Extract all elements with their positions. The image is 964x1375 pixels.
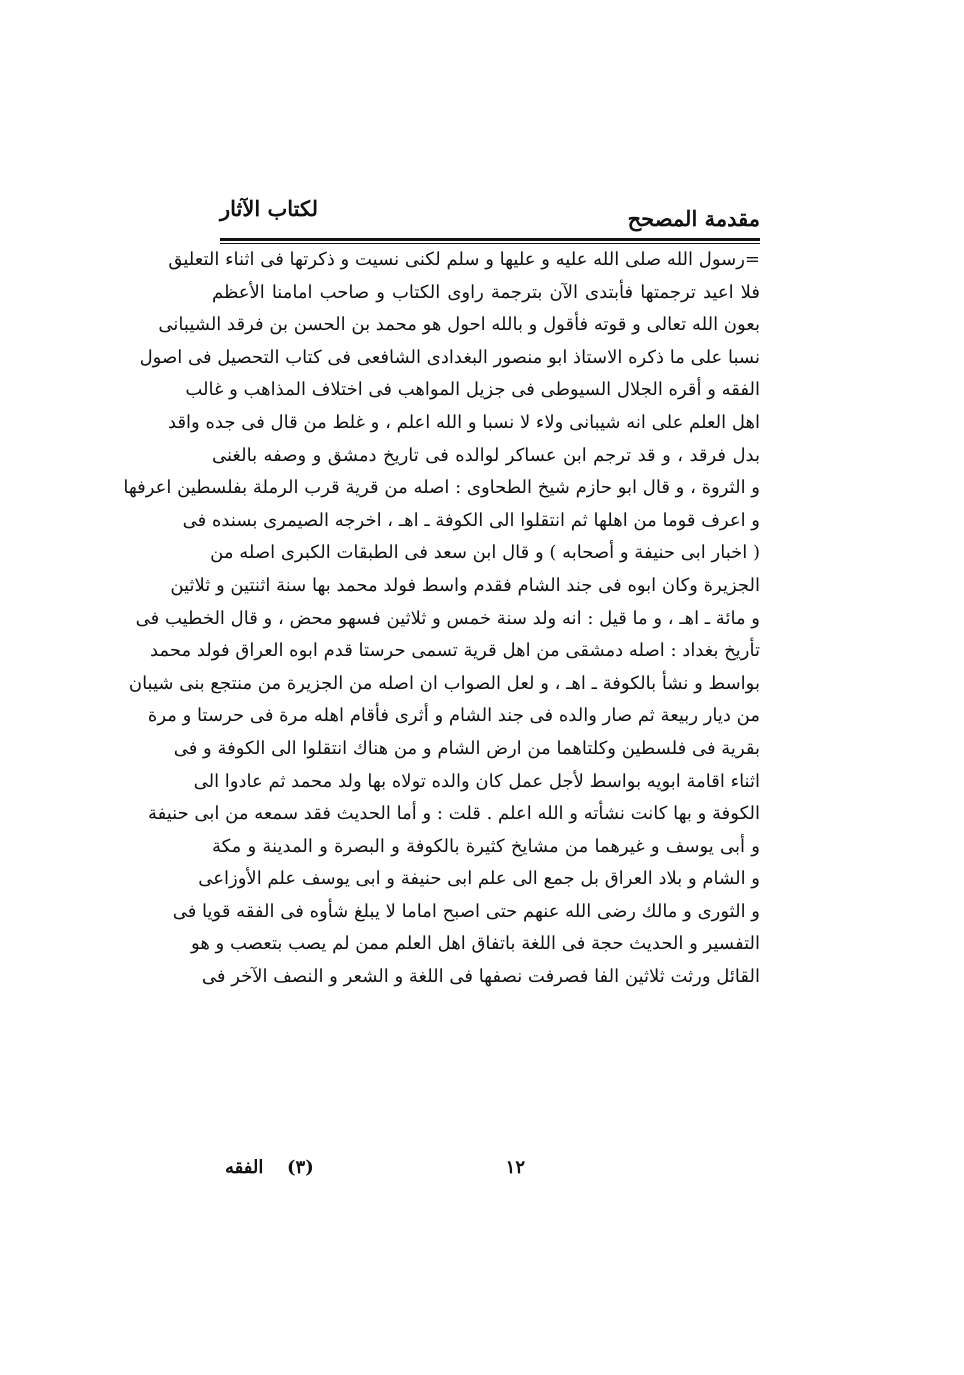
text-line: الجزيرة وكان ابوه فى جند الشام فقدم واسط فولد محمد بها سنة اثنتين و ثلاثين	[170, 574, 760, 596]
text-line: من ديار ربيعة ثم صار والده فى جند الشام و أثرى فأقام اهله مرة فى حرستا و مرة	[147, 705, 760, 727]
text-line: و الثورى و مالك رضى الله عنهم حتى اصبح اماما لا يبلغ شأوه فى الفقه قويا فى	[172, 900, 760, 922]
signature-mark: (٣)	[287, 1157, 314, 1178]
text-line: =رسول الله صلى الله عليه و عليها و سلم لكنى نسيت و ذكرتها فى اثناء التعليق	[168, 249, 760, 270]
header-section-title: مقدمة المصحح	[627, 206, 760, 231]
text-line: الكوفة و بها كانت نشأته و الله اعلم . قلت : و أما الحديث فقد سمعه من ابى حنيفة	[147, 803, 760, 825]
text-line: اثناء اقامة ابويه بواسط لأجل عمل كان والده تولاه بها ولد محمد ثم عادوا الى	[193, 770, 760, 792]
text-line: ( اخبار ابى حنيفة و أصحابه ) و قال ابن سعد فى الطبقات الكبرى اصله من	[210, 542, 760, 564]
text-line: و أبى يوسف و غيرهما من مشايخ كثيرة بالكوفة و البصرة و المدينة و مكة	[212, 835, 760, 857]
page-footer	[225, 1157, 525, 1187]
text-line: و مائة ـ اهـ ، و ما قيل : انه ولد سنة خمس و ثلاثين فسهو محض ، و قال الخطيب فى	[135, 607, 760, 629]
text-line: القائل ورثت ثلاثين الفا فصرفت نصفها فى اللغة و الشعر و النصف الآخر فى	[201, 966, 760, 988]
text-line: بدل فرقد ، و قد ترجم ابن عساكر لوالده فى تاريخ دمشق و وصفه بالغنى	[212, 444, 760, 466]
header-rule-thick	[220, 238, 760, 241]
catchword: الفقه	[225, 1157, 264, 1178]
text-line: و الثروة ، و قال ابو حازم شيخ الطحاوى : اصله من قرية قرب الرملة بفلسطين اعرفها	[123, 477, 760, 499]
text-line: فلا اعيد ترجمتها فأبتدى الآن بترجمة راوى الكتاب و صاحب امامنا الأعظم	[212, 281, 760, 303]
text-line: و اعرف قوما من اهلها ثم انتقلوا الى الكوفة ـ اهـ ، اخرجه الصيمرى بسنده فى	[182, 509, 760, 531]
running-header	[220, 196, 760, 236]
body-text	[123, 244, 760, 994]
text-line: اهل العلم على انه شيبانى ولاء لا نسبا و الله اعلم ، و غلط من قال فى جده واقد	[168, 411, 760, 433]
text-line: بواسط و نشأ بالكوفة ـ اهـ ، و لعل الصواب ان اصله من الجزيرة من منتجع بنى شيبان	[128, 672, 760, 694]
text-line: بعون الله تعالى و قوته فأقول و بالله احول هو محمد بن الحسن بن فرقد الشيبانى	[158, 314, 760, 336]
text-line: تأريخ بغداد : اصله دمشقى من اهل قرية تسمى حرستا قدم ابوه العراق فولد محمد	[149, 640, 760, 662]
text-line: و الشام و بلاد العراق بل جمع الى علم ابى حنيفة و ابى يوسف علم الأوزاعى	[198, 868, 760, 890]
text-line: نسبا على ما ذكره الاستاذ ابو منصور البغدادى الشافعى فى كتاب التحصيل فى اصول	[139, 346, 760, 368]
text-line: بقرية فى فلسطين وكلتاهما من ارض الشام و من هناك انتقلوا الى الكوفة و فى	[173, 737, 760, 759]
text-line: الفقه و أقره الجلال السيوطى فى جزيل المواهب فى اختلاف المذاهب و غالب	[185, 379, 760, 401]
header-book-title: لكتاب الآثار	[220, 196, 319, 221]
text-line: التفسير و الحديث حجة فى اللغة باتفاق اهل العلم ممن لم يصب بتعصب و هو	[191, 933, 760, 955]
page-number: ١٢	[505, 1157, 525, 1178]
